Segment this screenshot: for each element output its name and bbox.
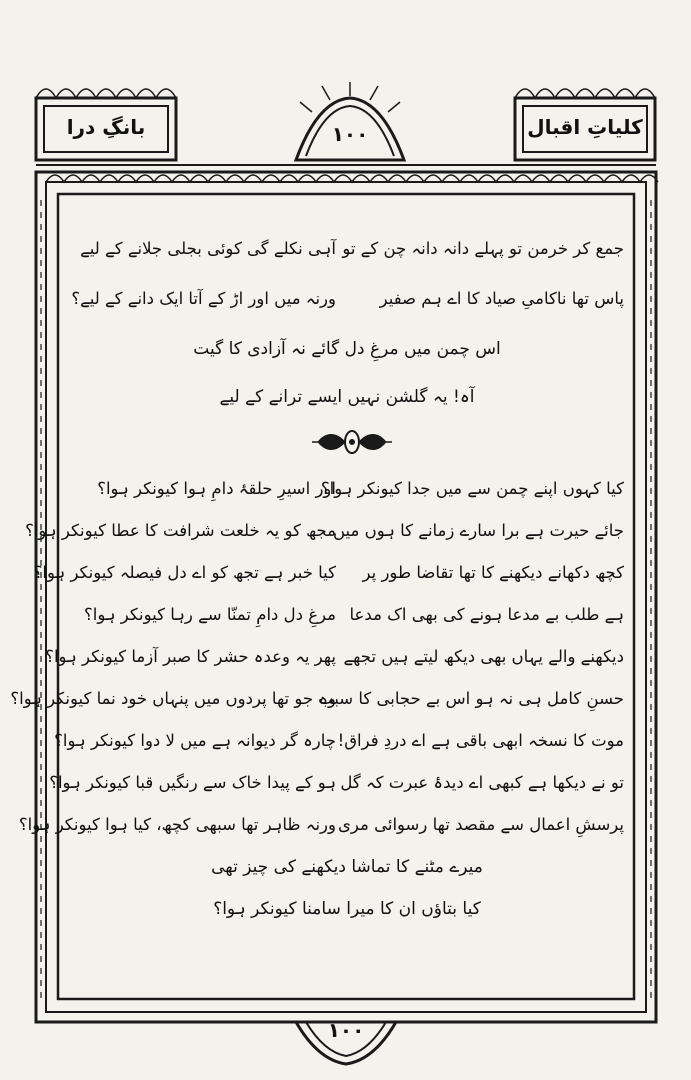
couplet [25, 514, 632, 548]
couplet [62, 232, 632, 266]
closing-line: کیا بتاؤں ان کا میرا سامنا کیونکر ہوا؟ [213, 899, 481, 919]
closing-line: آہ! یہ گلشن نہیں ایسے ترانے کے لیے [219, 387, 475, 407]
footer-page-number: ۱۰۰ [327, 1018, 365, 1042]
couplet-second-line: ورنہ میں اور اڑ کے آتا ایک دانے کے لیے؟ [71, 289, 336, 308]
couplet-second-line: کیا خبر ہے تجھ کو اے دل فیصلہ کیونکر ہوا؟ [33, 563, 336, 582]
poem-content [10, 210, 632, 980]
couplet-second-line: پھر یہ وعدہ حشر کا صبر آزما کیونکر ہوا؟ [45, 647, 336, 666]
header-page-number: ۱۰۰ [331, 122, 369, 146]
couplet [62, 282, 632, 316]
couplet-first-line: جائے حیرت ہے برا سارے زمانے کا ہوں میں [332, 521, 624, 540]
couplet [62, 472, 632, 506]
couplet-first-line: کیا کہوں اپنے چمن سے میں جدا کیونکر ہوا؟ [320, 479, 624, 498]
couplet [18, 808, 632, 842]
couplet-second-line: اور اسیرِ حلقۂ دامِ ہوا کیونکر ہوا؟ [97, 479, 336, 498]
couplet [49, 766, 632, 800]
couplet-first-line: ہے طلب بے مدعا ہونے کی بھی اک مدعا [349, 605, 624, 624]
couplet [33, 556, 632, 590]
couplet [45, 640, 632, 674]
couplet-second-line: مجھ کو یہ خلعت شرافت کا عطا کیونکر ہوا؟ [25, 521, 336, 540]
couplet-second-line: مرغِ دل دامِ تمنّا سے رہا کیونکر ہوا؟ [84, 605, 336, 624]
couplet-first-line: حسنِ کامل ہی نہ ہو اس بے حجابی کا سبب [318, 689, 624, 708]
ornament-divider [312, 428, 392, 456]
couplet-second-line: ہو کے پیدا خاک سے رنگیں قبا کیونکر ہوا؟ [49, 773, 336, 792]
couplet-second-line: وہ جو تھا پردوں میں پنہاں خود نما کیونکر ہوا؟ [10, 689, 336, 708]
couplet-first-line: دیکھنے والے یہاں بھی دیکھ لیتے ہیں تجھے [343, 647, 624, 666]
closing-line: میرے مٹنے کا تماشا دیکھنے کی چیز تھی [211, 857, 483, 877]
couplet-second-line: ورنہ ظاہر تھا سبھی کچھ، کیا ہوا کیونکر ہوا؟ [18, 815, 336, 834]
couplet-first-line: پاس تھا ناکامیِ صیاد کا اے ہم صفیر [379, 289, 624, 308]
couplet [10, 682, 632, 716]
couplet-first-line: پرسشِ اعمال سے مقصد تھا رسوائی مری [338, 815, 624, 834]
couplet-second-line: آہی نکلے گی کوئی بجلی جلانے کے لیے [80, 239, 336, 258]
couplet-first-line: کچھ دکھانے دیکھنے کا تھا تقاضا طور پر [362, 563, 624, 582]
closing-line: اس چمن میں مرغِ دل گائے نہ آزادی کا گیت [193, 339, 501, 359]
couplet-first-line: موت کا نسخہ ابھی باقی ہے اے دردِ فراق! [337, 731, 624, 750]
book-title: کلیاتِ اقبال [527, 115, 643, 139]
couplet-second-line: چارہ گر دیوانہ ہے میں لا دوا کیونکر ہوا؟ [54, 731, 336, 750]
section-title: بانگِ درا [66, 115, 146, 139]
couplet-first-line: تو نے دیکھا ہے کبھی اے دیدۂ عبرت کہ گل [340, 773, 624, 792]
couplet [62, 598, 632, 632]
couplet [54, 724, 632, 758]
couplet-first-line: جمع کر خرمن تو پہلے دانہ دانہ چن کے تو [342, 239, 624, 258]
